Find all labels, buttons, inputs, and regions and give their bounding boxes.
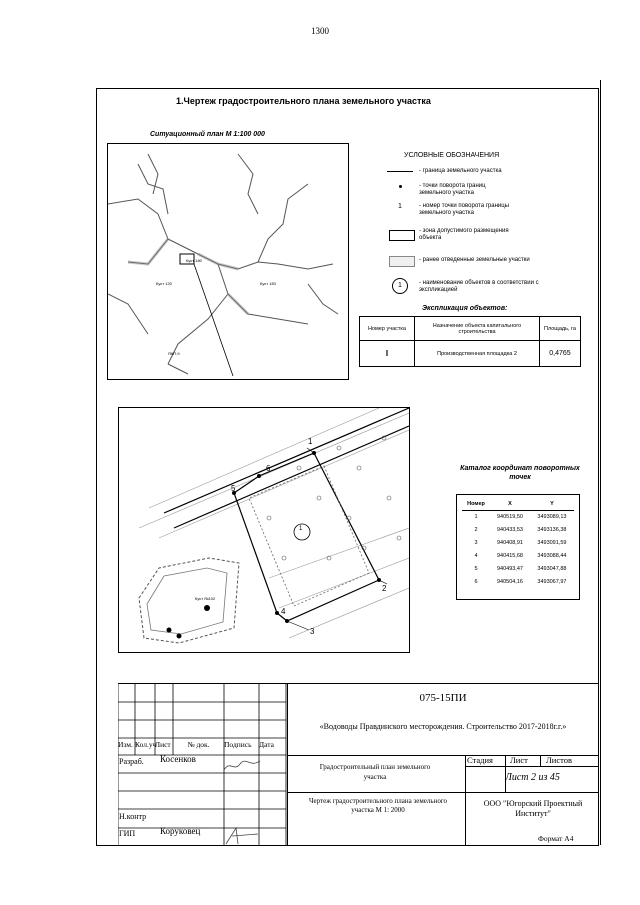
point-label: 5 [231,484,236,493]
explication-title: Экспликация объектов: [422,305,508,312]
legend-item: - номер точки поворота границы земельного участка [419,203,509,216]
explication-header: Номер участка [360,317,415,341]
point-label: 1 [308,437,313,446]
table-row: 6 940504,16 3493067,97 [474,578,567,585]
map-label: Куст №102 [195,596,216,601]
map-label: Куст 183 [260,281,276,286]
col-header: Кол.уч [135,740,157,749]
legend-title: УСЛОВНЫЕ ОБОЗНАЧЕНИЯ [404,152,500,159]
situational-map-drawing [108,144,348,379]
catalog-box [456,494,580,600]
divider [465,755,466,846]
col-header: № док. [187,740,210,749]
explication-header: Площадь, га [540,317,581,341]
allowed-zone-symbol [389,230,415,241]
situational-map [107,143,349,380]
legend-item: - наименование объектов в соответствии с экспликацией [419,280,539,293]
detail-plan-drawing [119,408,409,652]
boundary-line-symbol [387,171,413,172]
paper-format: Формат А4 [538,834,574,843]
legend-item: - зона допустимого размещения объекта [419,228,509,241]
col-header: Лист [155,740,171,749]
catalog-title: Каталог координат поворотных точек [460,465,580,481]
point-label: 2 [382,584,387,593]
sheets-label: Листов [546,755,572,765]
margin-line [600,80,601,845]
divider [540,755,541,766]
map-label: ЯКП-9 [168,351,180,356]
signature [222,826,262,848]
detail-plan [118,407,410,653]
legend-item: - точки поворота границ земельного участка [419,183,486,196]
catalog-table [462,499,574,588]
role-name: Косенков [160,754,196,764]
object-label: 1 [299,526,303,532]
sheet-label: Лист [510,755,528,765]
legend-item: - ранее отведенные земельные участки [419,257,530,263]
page-number: 1300 [311,26,329,36]
catalog-header: Y [550,501,554,508]
table-row: 3 940408,91 3493091,59 [474,539,567,546]
point-label: 6 [266,464,271,473]
organization: ООО "Югорский Проектный Институт" [483,799,583,818]
object-symbol: 1 [392,278,408,294]
catalog-header: Номер [467,501,485,508]
role-label: ГИП [119,829,136,838]
stage-label: Стадия [467,755,493,765]
divider [287,683,288,846]
situational-plan-title: Ситуационный план М 1:100 000 [150,131,265,138]
table-row: 5 940493,47 3493047,88 [474,565,567,572]
map-label: Куст 120 [156,281,172,286]
prior-allotment-symbol [389,256,415,267]
explication-header: Назначение объекта капитального строительства [415,317,540,341]
divider [287,792,599,793]
role-name: Коруковец [160,826,201,836]
col-header: Дата [259,740,274,749]
map-label: Куст 180 [186,258,202,263]
explication-table [359,316,581,367]
table-row: 2 940433,53 3493136,38 [474,526,567,533]
sheet-title: Чертеж градостроительного плана земельного участка М 1: 2000 [308,797,448,814]
col-header: Изм. [118,740,133,749]
signature [222,758,262,774]
col-header: Подпись [224,740,252,749]
catalog-header: X [508,501,512,508]
role-label: Разраб. [119,757,144,766]
turn-point-symbol [399,185,402,188]
point-label: 4 [281,607,286,616]
table-row: 4 940415,68 3493088,44 [474,552,567,559]
divider [465,766,599,767]
sheet-title: Градостроительный план земельного участка [319,763,431,781]
table-row: 1 940519,50 3493089,13 [474,513,567,520]
doc-code: 075-15ПИ [419,692,467,704]
role-label: Н.контр [119,812,147,821]
point-number-symbol: 1 [398,203,402,210]
legend-item: - граница земельного участка [419,168,502,174]
table-row: I Производственная площадка 2 0,4765 [360,341,581,367]
project-name: «Водоводы Правдинского месторождения. Строительство 2017-2018г.г.» [319,722,567,731]
drawing-heading: 1.Чертеж градостроительного плана земельного участка [176,96,431,106]
sheet-value: Лист 2 из 45 [505,772,560,783]
point-label: 3 [310,627,315,636]
title-block-headers [118,740,286,749]
